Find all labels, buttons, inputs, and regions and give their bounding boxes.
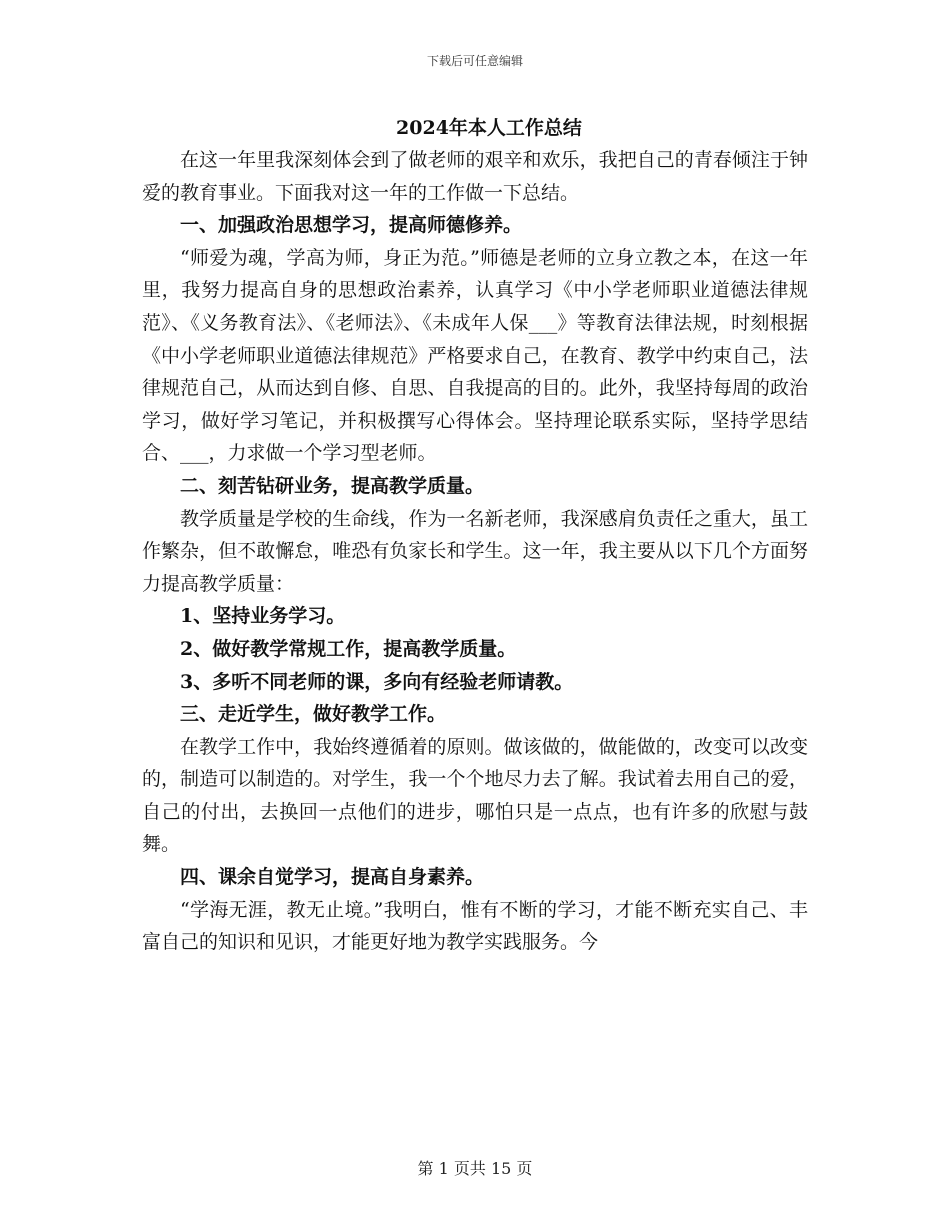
- list-item-1: 1、坚持业务学习。: [180, 605, 346, 628]
- document-body: [142, 112, 808, 959]
- document-title: 2024年本人工作总结: [396, 117, 582, 139]
- section-heading-4: 四、课余自觉学习，提高自身素养。: [180, 866, 485, 889]
- paragraph-self-study: “学海无涯，教无止境。”我明白，惟有不断的学习，才能不断充实自己、丰富自己的知识和见识，才能更好地为教学实践服务。今: [142, 898, 808, 954]
- section-heading-1: 一、加强政治思想学习，提高师德修养。: [180, 214, 523, 237]
- section-heading-3: 三、走近学生，做好教学工作。: [180, 703, 447, 726]
- list-item-2: 2、做好教学常规工作，提高教学质量。: [180, 637, 517, 660]
- section-heading-2: 二、刻苦钻研业务，提高教学质量。: [180, 474, 485, 497]
- paragraph-students: 在教学工作中，我始终遵循着的原则。做该做的，做能做的，改变可以改变的，制造可以制造的。对学生，我一个个地尽力去了解。我试着去用自己的爱，自己的付出，去换回一点他们的进步，哪怕只是一点点，也有许多的欣慰与鼓舞。: [142, 735, 808, 856]
- paragraph-ethics: “师爱为魂，学高为师，身正为范。”师德是老师的立身立教之本，在这一年里，我努力提高自身的思想政治素养，认真学习《中小学老师职业道德法律规范》、《义务教育法》、《老师法》、《未成年人保___》等教育法律法规，时刻根据《中小学老师职业道德法律规范》严格要求自己，在教育、教学中约束自己，法律规范自己，从而达到自修、自思、自我提高的目的。此外，我坚持每周的政治学习，做好学习笔记，并积极撰写心得体会。坚持理论联系实际，坚持学思结合、___，力求做一个学习型老师。: [142, 246, 808, 465]
- page-number: 第 1 页共 15 页: [417, 1159, 533, 1178]
- paragraph-intro: 在这一年里我深刻体会到了做老师的艰辛和欢乐，我把自己的青春倾注于钟爱的教育事业。下面我对这一年的工作做一下总结。: [142, 149, 808, 204]
- paragraph-teaching-quality: 教学质量是学校的生命线，作为一名新老师，我深感肩负责任之重大，虽工作繁杂，但不敢懈怠，唯恐有负家长和学生。这一年，我主要从以下几个方面努力提高教学质量：: [142, 507, 808, 595]
- page-header-note: 下载后可任意编辑: [426, 54, 523, 68]
- list-item-3: 3、多听不同老师的课，多向有经验老师请教。: [180, 670, 574, 693]
